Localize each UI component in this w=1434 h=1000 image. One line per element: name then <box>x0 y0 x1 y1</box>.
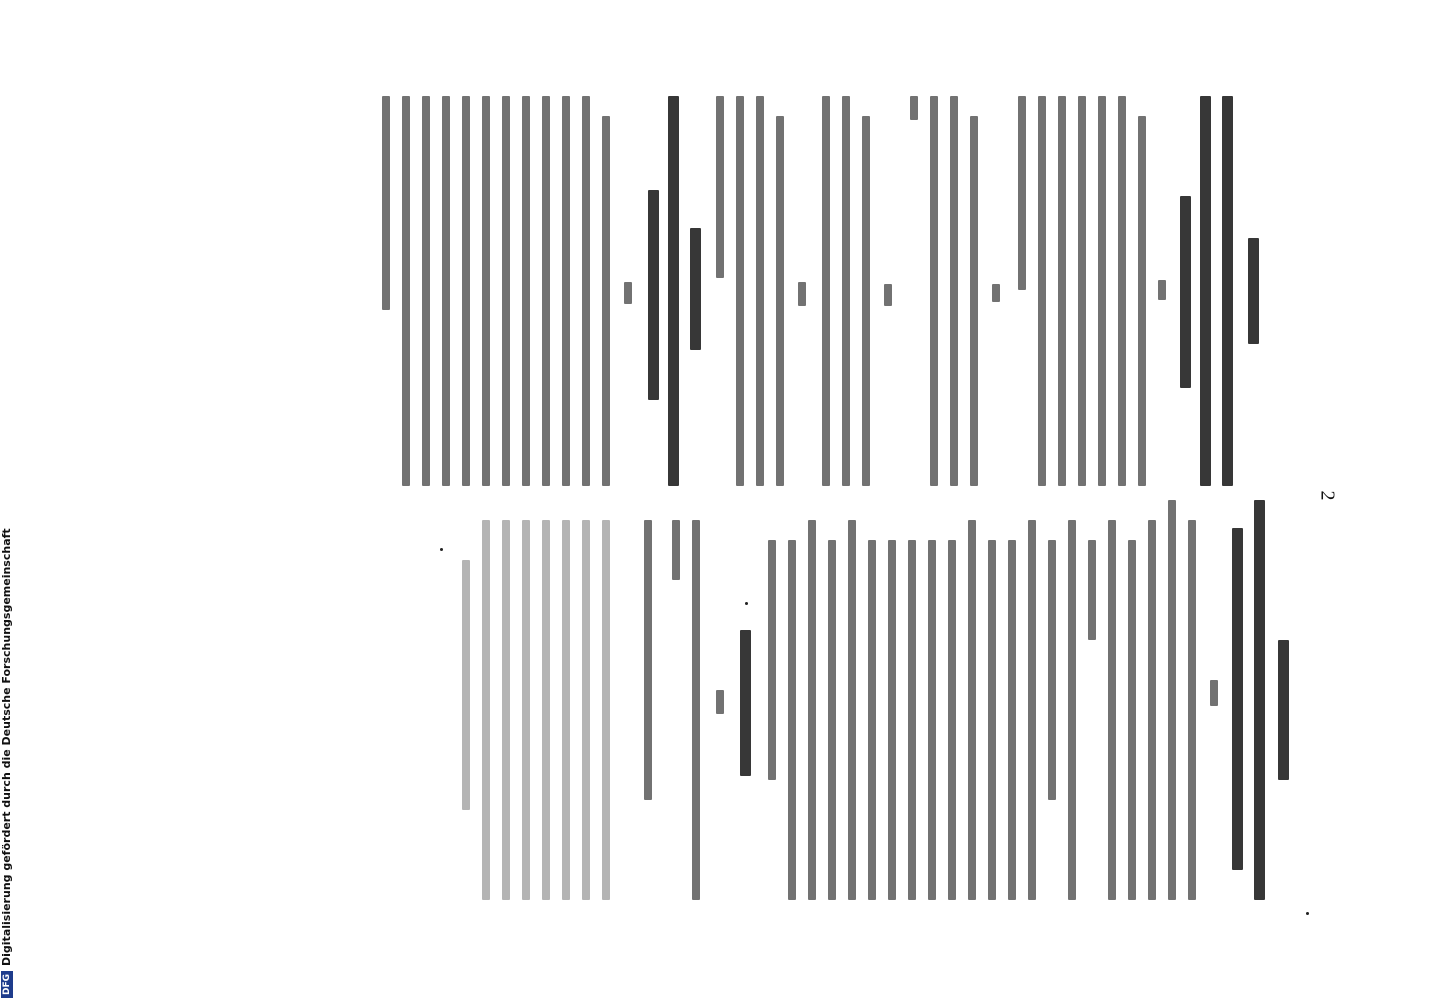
text-line <box>562 96 570 486</box>
text-line <box>482 520 490 900</box>
digitization-footer <box>0 528 13 998</box>
text-line <box>862 116 870 486</box>
text-line <box>542 520 550 900</box>
text-line <box>928 540 936 900</box>
text-line <box>992 284 1000 302</box>
text-line <box>968 520 976 900</box>
text-line <box>1118 96 1126 486</box>
text-line <box>950 96 958 486</box>
text-line <box>776 116 784 486</box>
heading-line <box>690 228 701 350</box>
text-line <box>1038 96 1046 486</box>
text-line <box>582 520 590 900</box>
text-line <box>828 540 836 900</box>
text-line <box>756 96 764 486</box>
heading-line <box>1180 196 1191 388</box>
heading-line <box>648 190 659 400</box>
text-line <box>402 96 410 486</box>
text-line <box>1098 96 1106 486</box>
text-line <box>1128 540 1136 900</box>
heading-line <box>1278 640 1289 780</box>
text-line <box>382 96 390 310</box>
text-line <box>502 96 510 486</box>
scan-speck <box>1306 912 1309 915</box>
text-line <box>522 96 530 486</box>
text-line <box>422 96 430 486</box>
text-line <box>1028 520 1036 900</box>
text-line <box>502 520 510 900</box>
text-line <box>822 96 830 486</box>
text-line <box>884 284 892 306</box>
text-line <box>768 540 776 780</box>
text-line <box>848 520 856 900</box>
text-line <box>672 520 680 580</box>
heading-line <box>1248 238 1259 344</box>
text-line <box>1008 540 1016 900</box>
text-line <box>1018 96 1026 290</box>
text-line <box>582 96 590 486</box>
text-line <box>482 96 490 486</box>
heading-line <box>1200 96 1211 486</box>
text-line <box>462 560 470 810</box>
heading-line <box>668 96 679 486</box>
text-line <box>542 96 550 486</box>
text-line <box>624 282 632 304</box>
text-line <box>930 96 938 486</box>
text-line <box>948 540 956 900</box>
scan-speck <box>440 548 443 551</box>
text-line <box>888 540 896 900</box>
text-line <box>1138 116 1146 486</box>
text-line <box>1168 500 1176 900</box>
text-line <box>716 96 724 278</box>
text-line <box>842 96 850 486</box>
text-line <box>788 540 796 900</box>
text-line <box>1068 520 1076 900</box>
text-line <box>1078 96 1086 486</box>
text-line <box>602 520 610 900</box>
text-line <box>644 520 652 800</box>
heading-line <box>740 630 751 776</box>
text-line <box>798 282 806 306</box>
heading-line <box>1222 96 1233 486</box>
text-line <box>1088 540 1096 640</box>
text-line <box>970 116 978 486</box>
text-line <box>808 520 816 900</box>
text-line <box>1158 280 1166 300</box>
text-line <box>462 96 470 486</box>
dfg-logo: DFG <box>1 971 13 998</box>
text-line <box>868 540 876 900</box>
text-line <box>442 96 450 486</box>
text-line <box>692 520 700 900</box>
text-line <box>562 520 570 900</box>
footer-text: Digitalisierung gefördert durch die Deutsche Forschungsgemeinschaft <box>0 528 13 966</box>
text-line <box>988 540 996 900</box>
text-line <box>736 96 744 486</box>
text-line <box>1108 520 1116 900</box>
text-line <box>522 520 530 900</box>
text-line <box>908 540 916 900</box>
scan-speck <box>745 602 748 605</box>
text-line <box>1188 520 1196 900</box>
text-line <box>1148 520 1156 900</box>
text-line <box>1210 680 1218 706</box>
text-line <box>1048 540 1056 800</box>
text-line <box>1058 96 1066 486</box>
text-line <box>910 96 918 120</box>
heading-line <box>1254 500 1265 900</box>
heading-line <box>1232 528 1243 870</box>
page-number: 2 <box>1316 490 1339 501</box>
text-line <box>602 116 610 486</box>
text-line <box>716 690 724 714</box>
